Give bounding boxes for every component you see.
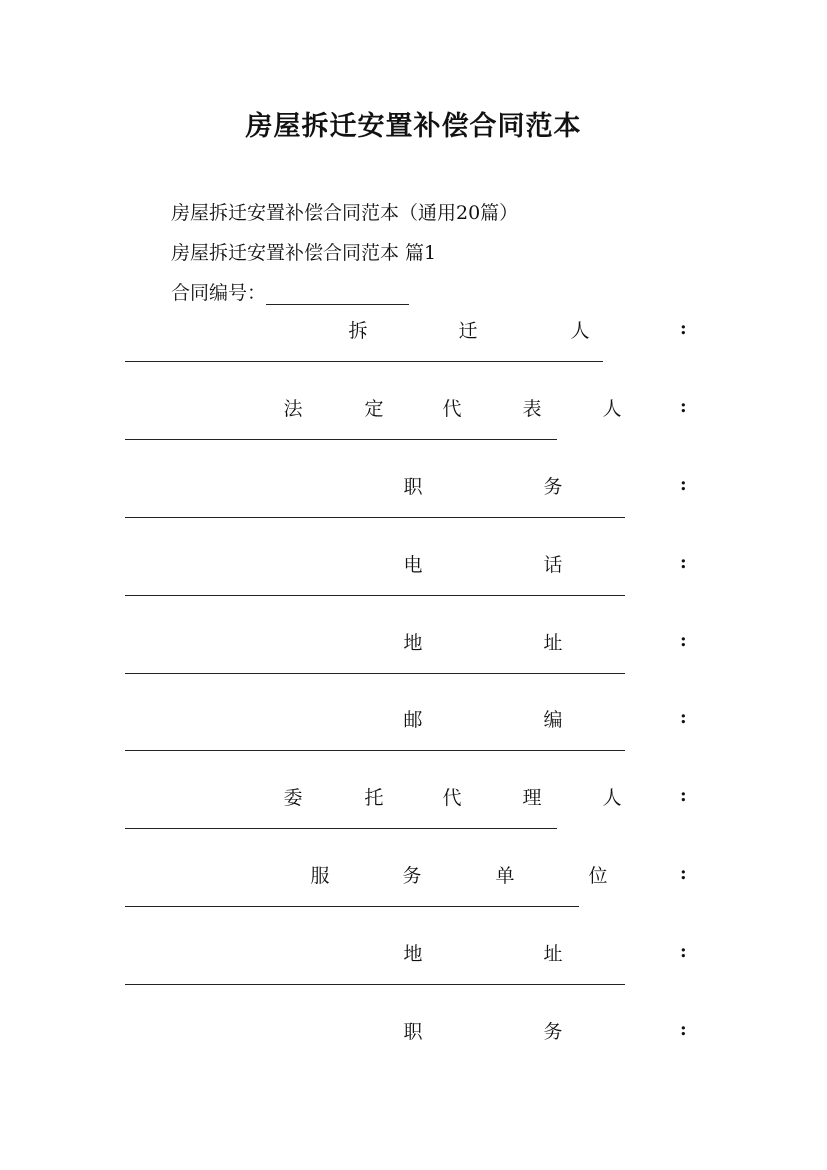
field-label-char: 法 <box>283 398 303 420</box>
field-label-char: 托 <box>364 787 384 809</box>
fill-in-blank-line[interactable] <box>125 439 557 440</box>
field-label-char: 人 <box>570 320 590 342</box>
field-row <box>0 1017 827 1095</box>
field-colon: : <box>680 785 687 806</box>
field-label-char: 邮 <box>403 709 423 731</box>
fill-in-blank-line[interactable] <box>125 906 579 907</box>
field-label-char: 迁 <box>458 320 478 342</box>
field-colon: : <box>680 707 687 728</box>
field-label-char: 职 <box>403 1021 423 1043</box>
field-label-char: 理 <box>522 787 542 809</box>
field-label-char: 务 <box>543 1021 563 1043</box>
field-colon: : <box>680 863 687 884</box>
field-row <box>0 550 827 628</box>
field-label-char: 址 <box>543 943 563 965</box>
field-row <box>0 628 827 706</box>
intro-line-1: 房屋拆迁安置补偿合同范本（通用20篇） <box>171 202 519 224</box>
field-label-char: 人 <box>602 787 622 809</box>
field-label-char: 址 <box>543 632 563 654</box>
field-row <box>0 939 827 1017</box>
field-row <box>0 394 827 472</box>
field-colon: : <box>680 318 687 339</box>
field-label-char: 务 <box>402 865 422 887</box>
field-label-char: 务 <box>543 476 563 498</box>
field-label-char: 电 <box>403 554 423 576</box>
field-label-char: 代 <box>442 398 462 420</box>
fill-in-blank-line[interactable] <box>125 828 557 829</box>
field-colon: : <box>680 941 687 962</box>
field-label-char: 位 <box>588 865 608 887</box>
field-row <box>0 861 827 939</box>
field-colon: : <box>680 474 687 495</box>
fill-in-blank-line[interactable] <box>125 750 625 751</box>
field-colon: : <box>680 630 687 651</box>
field-label-char: 单 <box>495 865 515 887</box>
field-colon: : <box>680 552 687 573</box>
field-label-char: 定 <box>364 398 384 420</box>
contract-number-blank[interactable] <box>266 285 409 305</box>
document-title: 房屋拆迁安置补偿合同范本 <box>245 111 582 142</box>
contract-number-line <box>171 278 409 305</box>
fill-in-blank-line[interactable] <box>125 517 625 518</box>
field-label-char: 代 <box>442 787 462 809</box>
field-label-char: 话 <box>543 554 563 576</box>
fill-in-blank-line[interactable] <box>125 984 625 985</box>
field-row <box>0 316 827 394</box>
field-label-char: 表 <box>522 398 542 420</box>
field-label-char: 服 <box>310 865 330 887</box>
field-label-char: 职 <box>403 476 423 498</box>
field-label-char: 拆 <box>348 320 368 342</box>
field-label-char: 编 <box>543 709 563 731</box>
field-row <box>0 472 827 550</box>
field-label-char: 委 <box>283 787 303 809</box>
field-label-char: 地 <box>403 632 423 654</box>
fill-in-blank-line[interactable] <box>125 595 625 596</box>
field-label-char: 地 <box>403 943 423 965</box>
field-colon: : <box>680 1019 687 1040</box>
field-row <box>0 705 827 783</box>
fill-in-blank-line[interactable] <box>125 361 603 362</box>
contract-number-label: 合同编号： <box>171 282 267 304</box>
field-row <box>0 783 827 861</box>
fill-in-blank-line[interactable] <box>125 673 625 674</box>
field-colon: : <box>680 396 687 417</box>
field-label-char: 人 <box>602 398 622 420</box>
intro-line-2: 房屋拆迁安置补偿合同范本 篇1 <box>171 242 437 264</box>
